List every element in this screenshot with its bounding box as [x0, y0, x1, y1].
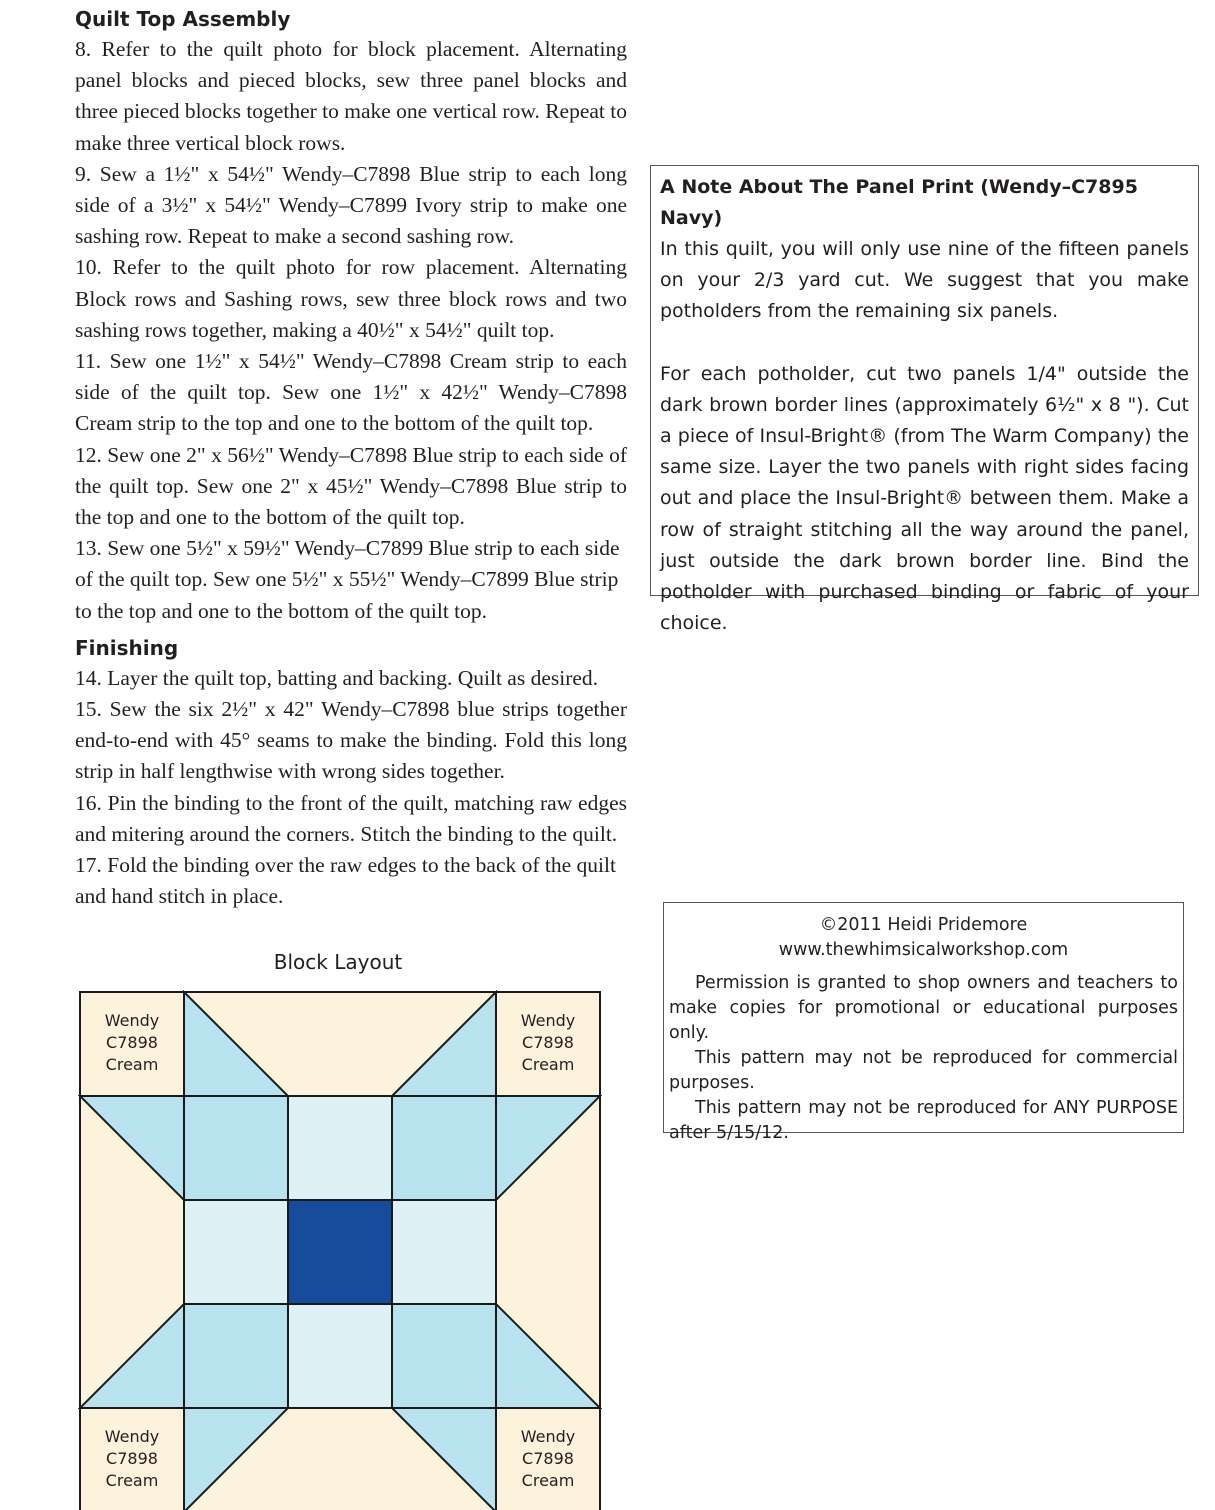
block-layout-title: Block Layout: [273, 950, 403, 974]
inner-square-top-right: [392, 1096, 496, 1200]
block-layout-diagram: [78, 990, 602, 1510]
note-title: A Note About The Panel Print (Wendy–C7895 Navy): [660, 176, 1138, 229]
inner-square-top-left: [184, 1096, 288, 1200]
finishing-heading: Finishing: [75, 635, 179, 660]
step-8: 8. Refer to the quilt photo for block placement. Alternating panel blocks and pieced blocks, sew three panel blocks and three pieced blocks together to make one vertical row. Repeat to make three vertical block rows.: [75, 37, 628, 155]
step-10: 10. Refer to the quilt photo for row placement. Alternating Block rows and Sashing rows, sew three block rows and two sashing rows together, making a 40½" x 54½" quilt top.: [75, 255, 627, 342]
commercial-text: This pattern may not be reproduced for commercial purposes.: [669, 1048, 1178, 1093]
step-13: 13. Sew one 5½" x 59½" Wendy–C7899 Blue strip to each side of the quilt top. Sew one 5½" x 55½" Wendy–C7899 Blue strip to the top and one to the bottom of the quilt top.: [75, 536, 620, 623]
inner-square-middle-left: [184, 1200, 288, 1304]
step-17: 17. Fold the binding over the raw edges to the back of the quilt and hand stitch in place.: [75, 853, 616, 909]
label-top-left: Wendy C7898 Cream: [104, 1011, 160, 1074]
step-9: 9. Sew a 1½" x 54½" Wendy–C7898 Blue strip to each long side of a 3½" x 54½" Wendy–C7899 Ivory strip to make one sashing row. Repeat to make a second sashing row.: [75, 161, 627, 249]
note-paragraph-1: In this quilt, you will only use nine of the fifteen panels on your 2/3 yard cut. We suggest that you make potholders from the remaining six panels.: [660, 238, 1189, 323]
inner-square-middle-right: [392, 1200, 496, 1304]
step-16: 16. Pin the binding to the front of the quilt, matching raw edges and mitering around the corners. Stitch the binding to the quilt.: [75, 790, 627, 846]
step-14: 14. Layer the quilt top, batting and backing. Quilt as desired.: [75, 665, 599, 690]
note-paragraph-2: For each potholder, cut two panels 1/4" outside the dark brown border lines (approximately 6½" x 8 "). Cut a piece of Insul-Bright® (from The Warm Company) the same size. Layer the two panels with right sides facing out and place the Insul-Bright® between them. Make a row of straight stitching all the way around the panel, just outside the dark brown border line. Bind the potholder with purchased binding or fabric of your choice.: [660, 362, 1189, 635]
expiry-text: This pattern may not be reproduced for ANY PURPOSE after 5/15/12.: [669, 1098, 1178, 1143]
inner-square-bottom-middle: [288, 1304, 392, 1408]
step-15: 15. Sew the six 2½" x 42" Wendy–C7898 blue strips together end-to-end with 45° seams to make the binding. Fold this long strip in half lengthwise with wrong sides together.: [75, 697, 627, 784]
step-12: 12. Sew one 2" x 56½" Wendy–C7898 Blue strip to each side of the quilt top. Sew one 2" x 45½" Wendy–C7898 Blue strip to the top and one to the bottom of the quilt top.: [75, 442, 627, 530]
panel-print-note-box: [650, 165, 1199, 635]
permission-text: Permission is granted to shop owners and teachers to make copies for promotional or educational purposes only.: [669, 973, 1178, 1043]
center-square: [288, 1200, 392, 1304]
inner-square-bottom-left: [184, 1304, 288, 1408]
step-11: 11. Sew one 1½" x 54½" Wendy–C7898 Cream strip to each side of the quilt top. Sew one 1½" x 42½" Wendy–C7898 Cream strip to the top and one to the bottom of the quilt top.: [75, 349, 627, 436]
inner-square-bottom-right: [392, 1304, 496, 1408]
copyright-box: [663, 902, 1184, 1143]
website-line: www.thewhimsicalworkshop.com: [778, 940, 1069, 960]
copyright-line: ©2011 Heidi Pridemore: [819, 915, 1028, 935]
instructions-column: [75, 4, 627, 912]
label-bottom-right: Wendy C7898 Cream: [520, 1427, 576, 1490]
label-bottom-left: Wendy C7898 Cream: [104, 1427, 160, 1490]
assembly-heading: Quilt Top Assembly: [75, 7, 291, 31]
label-top-right: Wendy C7898 Cream: [520, 1011, 576, 1074]
inner-square-top-middle: [288, 1096, 392, 1200]
